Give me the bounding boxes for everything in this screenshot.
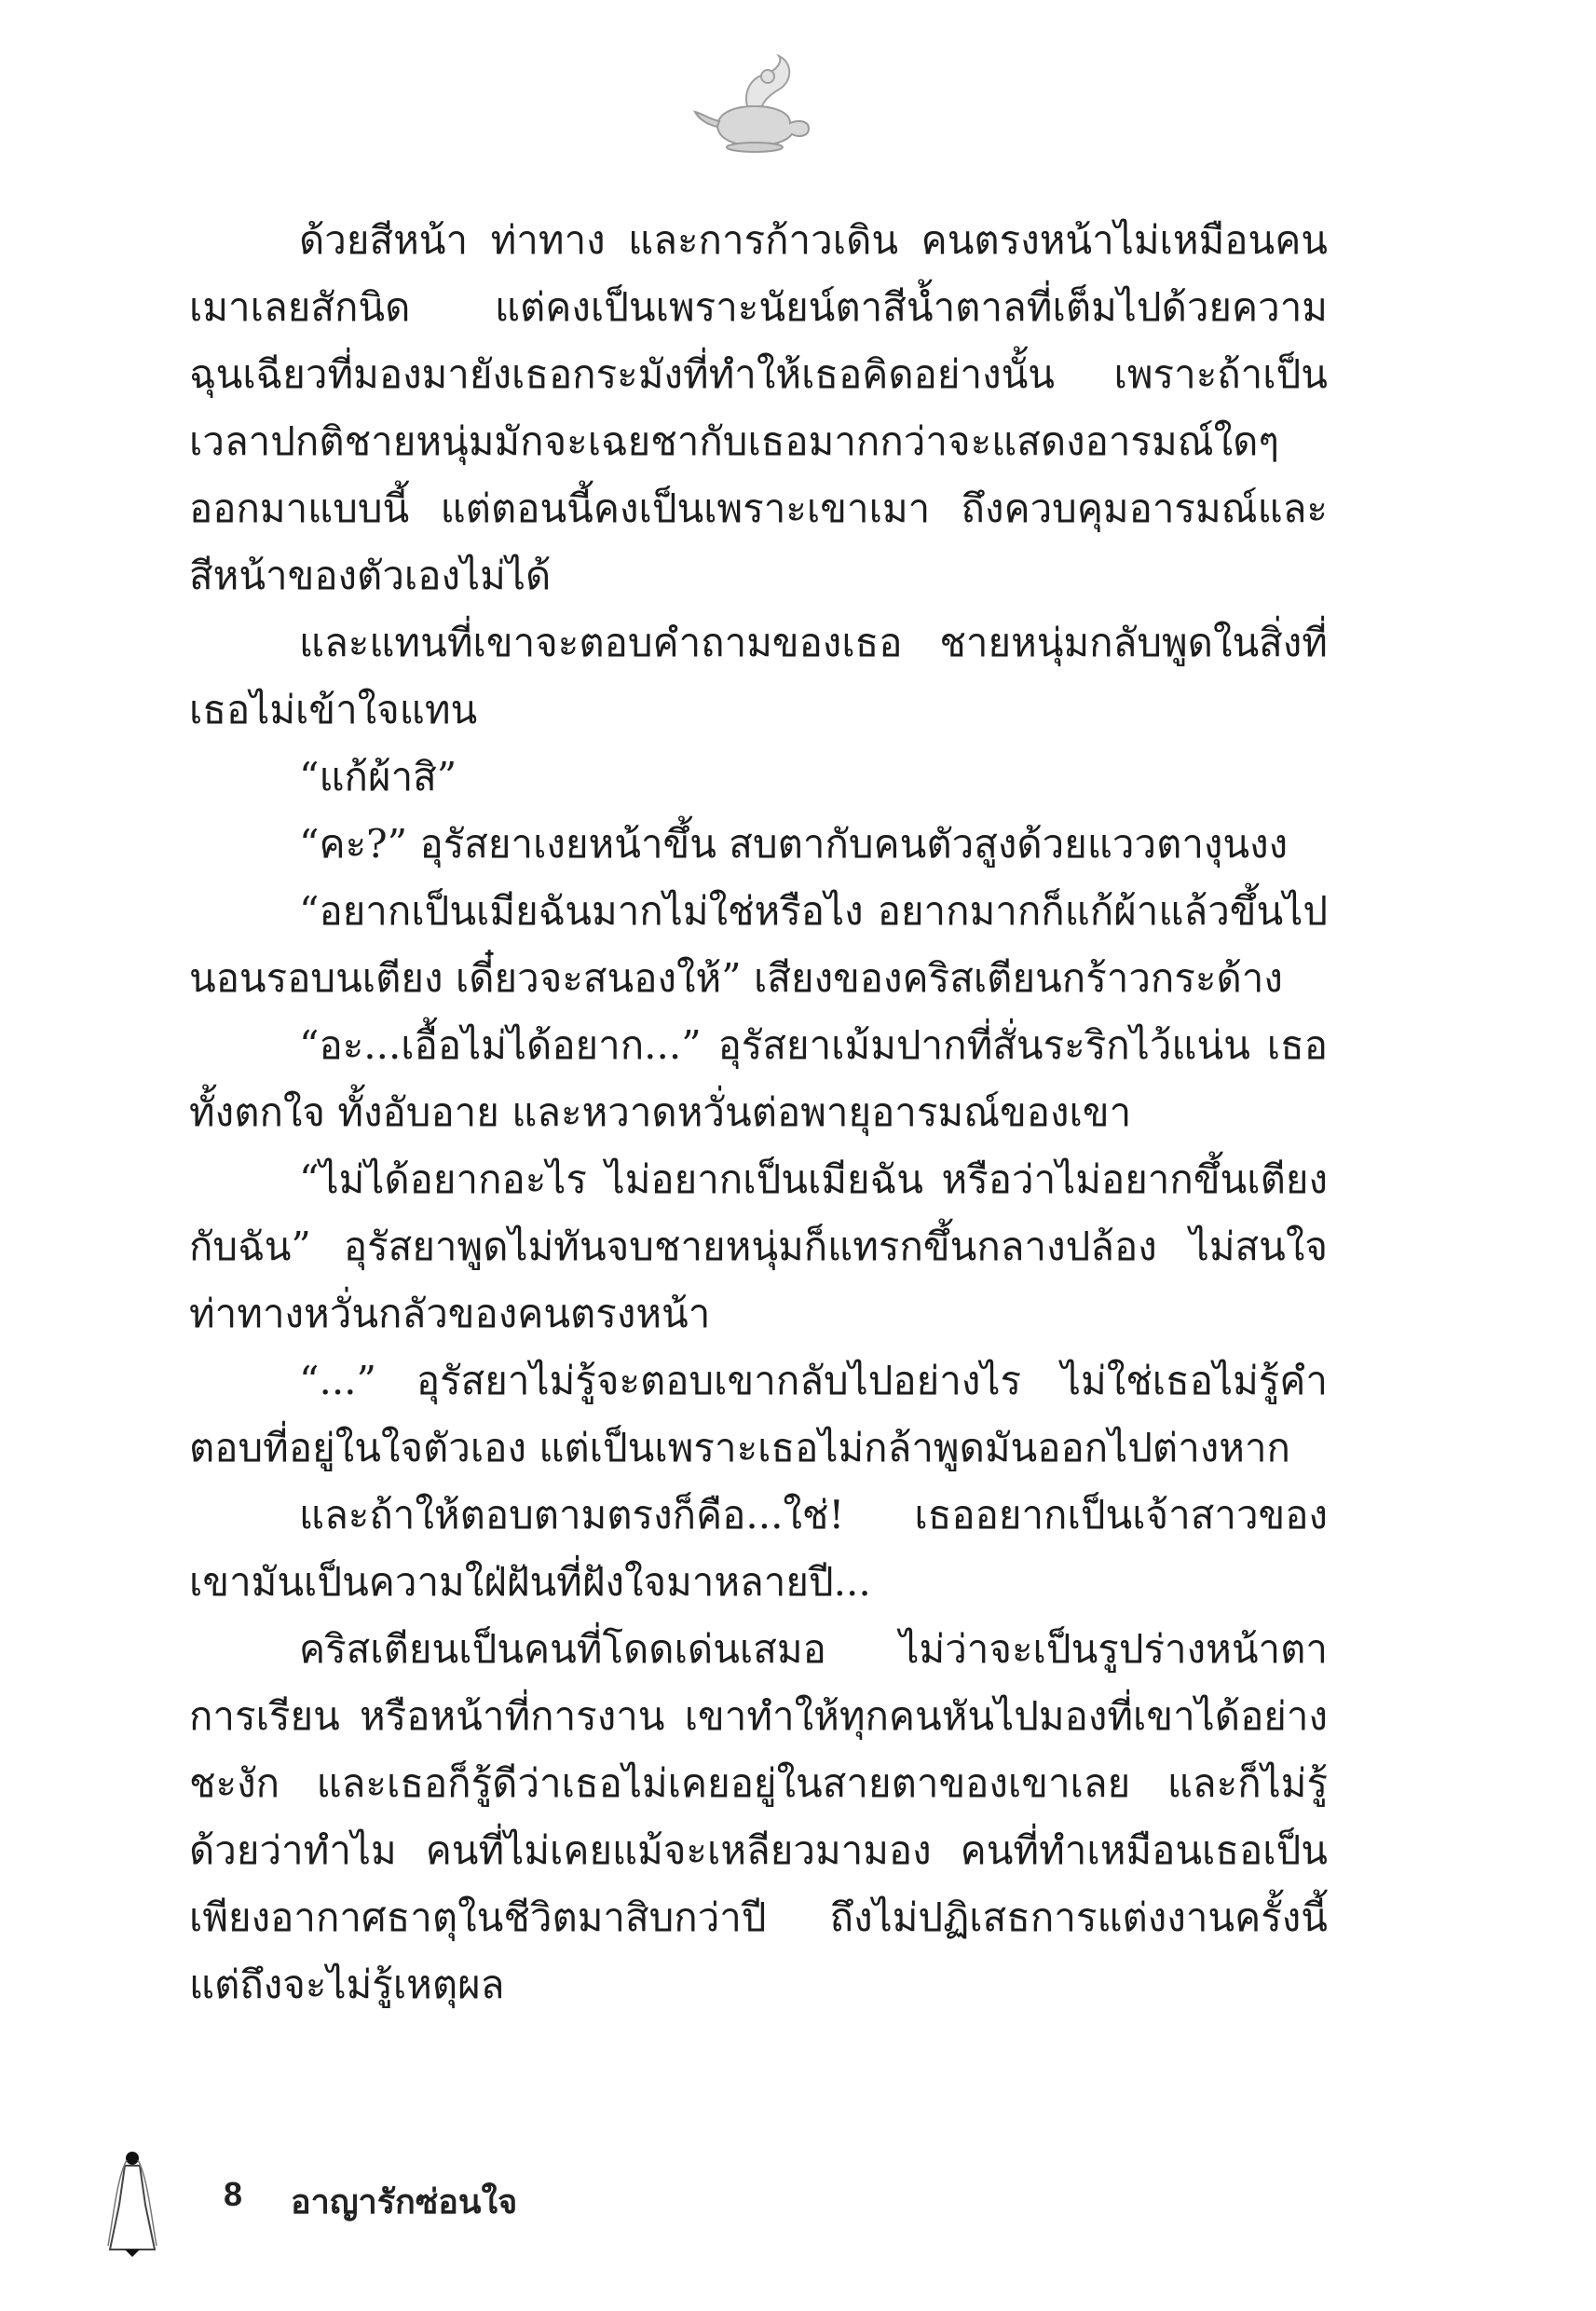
bride-silhouette-icon — [104, 2149, 160, 2261]
paragraph: “อยากเป็นเมียฉันมากไม่ใช่หรือไง อยากมากก็แก้ผ้าแล้วขึ้นไปนอนรอบนเตียง เดี๋ยวจะสนองให้” เสียงของคริสเตียนกร้าวกระด้าง — [189, 888, 1328, 1001]
paragraph: “ไม่ได้อยากอะไร ไม่อยากเป็นเมียฉัน หรือว่าไม่อยากขึ้นเตียงกับฉัน” อุรัสยาพูดไม่ทันจบชายหนุ่มก็แทรกขึ้นกลางปล้อง ไม่สนใจท่าทางหวั่นกลัวของคนตรงหน้า — [189, 1156, 1328, 1336]
body-text — [189, 207, 1328, 2018]
paragraph: “แก้ผ้าสิ” — [299, 754, 457, 800]
book-title: อาญารักซ่อนใจ — [291, 2182, 518, 2221]
paragraph: “...” อุรัสยาไม่รู้จะตอบเขากลับไปอย่างไร ไม่ใช่เธอไม่รู้คำตอบที่อยู่ในใจตัวเอง แต่เป็นเพราะเธอไม่กล้าพูดมันออกไปต่างหาก — [189, 1358, 1328, 1470]
paragraph: และถ้าให้ตอบตามตรงก็คือ...ใช่! เธออยากเป็นเจ้าสาวของเขามันเป็นความใฝ่ฝันที่ฝังใจมาหลายปี... — [189, 1492, 1328, 1605]
paragraph: คริสเตียนเป็นคนที่โดดเด่นเสมอ ไม่ว่าจะเป็นรูปร่างหน้าตา การเรียน หรือหน้าที่การงาน เขาทำให้ทุกคนหันไปมองที่เขาได้อย่างชะงัก และเธอก็รู้ดีว่าเธอไม่เคยอยู่ในสายตาของเขาเลย และก็ไม่รู้ด้วยว่าทำไม คนที่ไม่เคยแม้จะเหลียวมามอง คนที่ทำเหมือนเธอเป็นเพียงอากาศธาตุในชีวิตมาสิบกว่าปี ถึงไม่ปฏิเสธการแต่งงานครั้งนี้ แต่ถึงจะไม่รู้เหตุผล — [189, 1626, 1328, 2007]
paragraph: และแทนที่เขาจะตอบคำถามของเธอ ชายหนุ่มกลับพูดในสิ่งที่เธอไม่เข้าใจแทน — [189, 620, 1328, 732]
paragraph: ด้วยสีหน้า ท่าทาง และการก้าวเดิน คนตรงหน้าไม่เหมือนคนเมาเลยสักนิด แต่คงเป็นเพราะนัยน์ตาสีน้ำตาลที่เต็มไปด้วยความฉุนเฉียวที่มองมายังเธอกระมังที่ทำให้เธอคิดอย่างนั้น เพราะถ้าเป็นเวลาปกติชายหนุ่มมักจะเฉยชากับเธอมากกว่าจะแสดงอารมณ์ใดๆ ออกมาแบบนี้ แต่ตอนนี้คงเป็นเพราะเขาเมา ถึงควบคุมอารมณ์และสีหน้าของตัวเองไม่ได้ — [189, 217, 1328, 598]
page-number: 8 — [224, 2175, 243, 2213]
paragraph: “อะ...เอื้อไม่ได้อยาก...” อุรัสยาเม้มปากที่สั่นระริกไว้แน่น เธอทั้งตกใจ ทั้งอับอาย และหวาดหวั่นต่อพายุอารมณ์ของเขา — [189, 1022, 1328, 1135]
genie-lamp-icon — [689, 54, 820, 157]
paragraph: “คะ?” อุรัสยาเงยหน้าขึ้น สบตากับคนตัวสูงด้วยแววตางุนงง — [299, 821, 1289, 867]
